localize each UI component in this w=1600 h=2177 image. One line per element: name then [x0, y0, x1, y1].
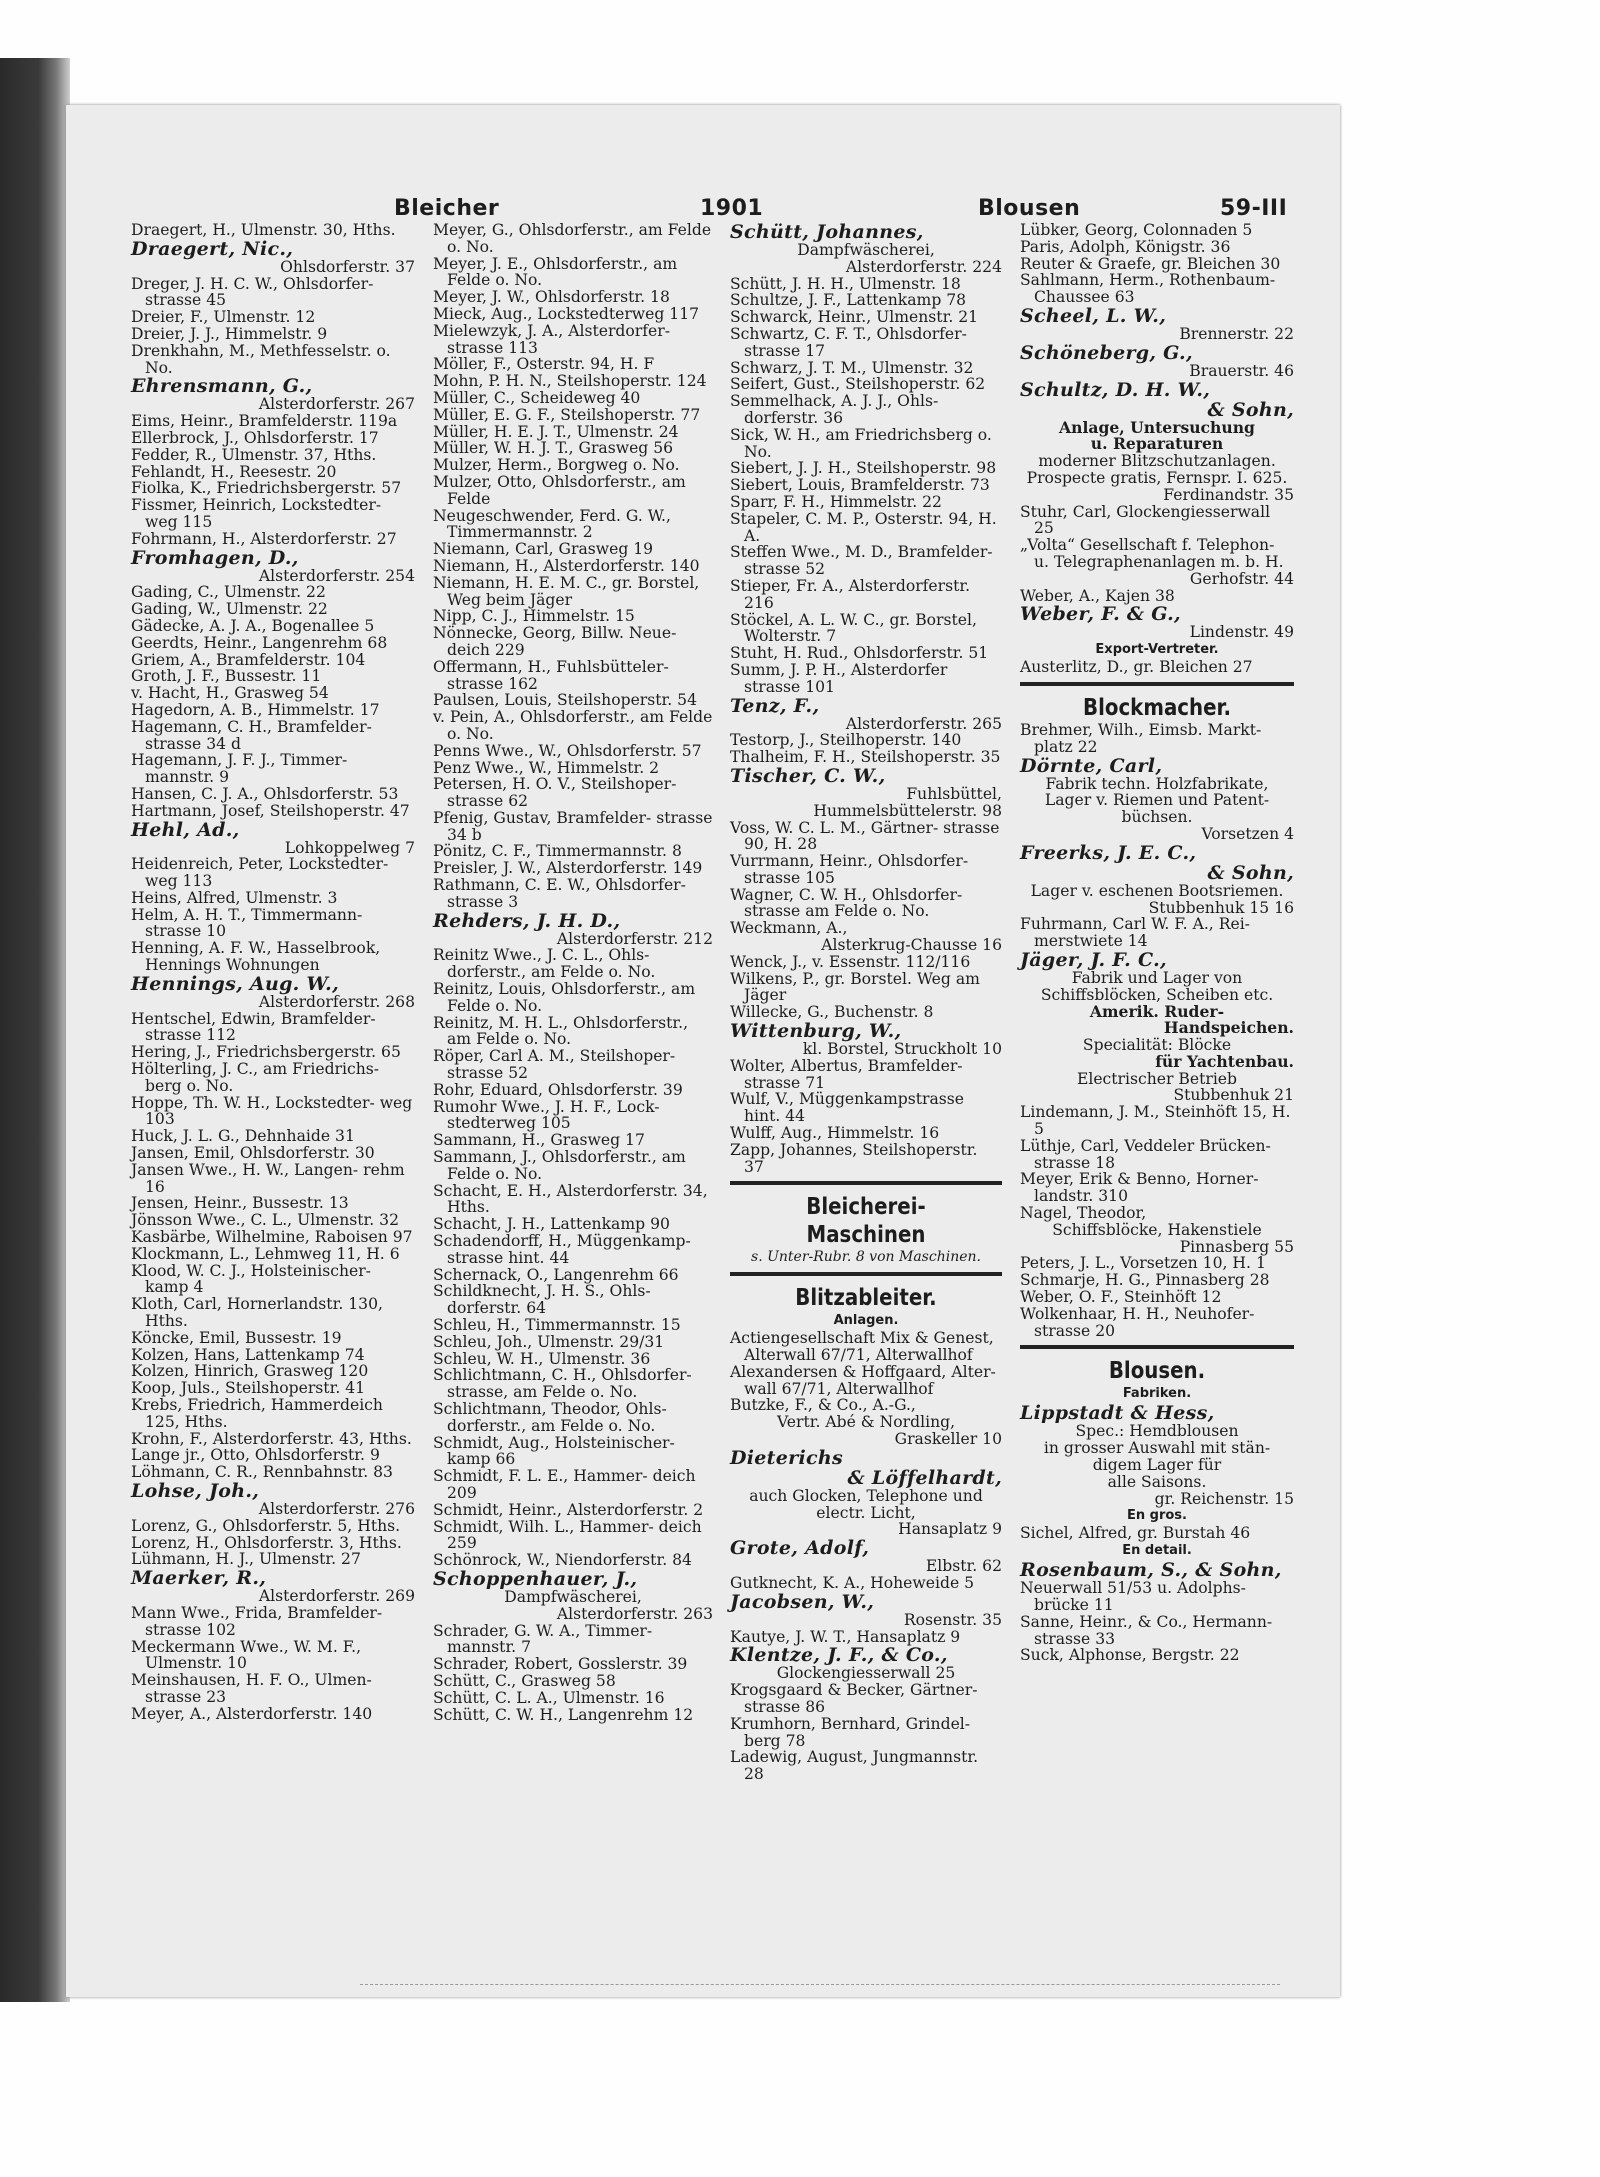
directory-entry: Lindemann, J. M., Steinhöft 15, H. 5: [1020, 1103, 1291, 1139]
directory-entry: Schultze, J. F., Lattenkamp 78: [730, 291, 967, 310]
firm-name: & Sohn,: [1207, 398, 1294, 421]
directory-entry: Stieper, Fr. A., Alsterdorferstr. 216: [730, 576, 971, 612]
directory-entry: Hansen, C. J. A., Ohlsdorferstr. 53: [131, 784, 399, 803]
directory-entry: Stubbenhuk 15 16: [1148, 898, 1294, 917]
directory-entry: Rumohr Wwe., J. H. F., Lock- stedterweg 105: [433, 1097, 660, 1133]
directory-entry: Hentschel, Edwin, Bramfelder- strasse 112: [131, 1009, 376, 1045]
directory-entry: Penz Wwe., W., Himmelstr. 2: [433, 758, 660, 777]
directory-entry: Mann Wwe., Frida, Bramfelder- strasse 102: [131, 1603, 383, 1639]
directory-entry: Alsterkrug-Chausse 16: [821, 936, 1002, 955]
firm-name: Weber, F. & G.,: [1020, 603, 1181, 626]
section-rule: [1020, 682, 1294, 686]
directory-entry: Fissmer, Heinrich, Lockstedter- weg 115: [131, 496, 382, 531]
firm-name: Schöneberg, G.,: [1020, 341, 1193, 364]
firm-name: Dieterichs: [730, 1446, 843, 1469]
column-4: [1020, 222, 1294, 1664]
directory-entry: Alsterdorferstr. 269: [258, 1587, 415, 1606]
directory-entry: Schleu, H., Timmermannstr. 15: [433, 1316, 681, 1334]
directory-entry: Steffen Wwe., M. D., Bramfelder- strasse 52: [730, 543, 993, 579]
directory-entry: Summ, J. P. H., Alsterdorfer strasse 101: [730, 660, 948, 696]
directory-entry: Testorp, J., Steilhoperstr. 140: [730, 731, 962, 750]
directory-entry: Mohn, P. H. N., Steilshoperstr. 124: [433, 372, 707, 391]
directory-entry: Hölterling, J. C., am Friedrichs- berg o. No.: [131, 1060, 380, 1095]
directory-entry: Neugeschwender, Ferd. G. W., Timmermannstr. 2: [433, 506, 671, 542]
directory-entry: Voss, W. C. L. M., Gärtner- strasse 90, H. 28: [730, 818, 1000, 854]
directory-entry: Fuhrmann, Carl W. F. A., Rei- merstwiete 14: [1020, 915, 1250, 951]
directory-entry: Mieck, Aug., Lockstedterweg 117: [433, 304, 700, 323]
directory-entry: Röper, Carl A. M., Steilshoper- strasse 52: [433, 1047, 676, 1083]
directory-entry: Alsterdorferstr. 212: [556, 929, 713, 948]
directory-entry: Meyer, J. W., Ohlsdorferstr. 18: [433, 288, 670, 307]
directory-entry: Hagedorn, A. B., Himmelstr. 17: [131, 700, 380, 719]
subheading: En detail.: [1122, 1543, 1192, 1559]
directory-entry: Lüthje, Carl, Veddeler Brücken- strasse 18: [1020, 1136, 1271, 1172]
directory-entry: Paris, Adolph, Königstr. 36: [1020, 237, 1231, 256]
directory-entry: Schwarz, J. T. M., Ulmenstr. 32: [730, 358, 974, 377]
directory-entry: u. Reparaturen: [1090, 434, 1224, 454]
directory-entry: Glockengiesserwall 25: [776, 1664, 956, 1683]
directory-entry: Brauerstr. 46: [1189, 361, 1294, 380]
directory-entry: Schütt, C. L. A., Ulmenstr. 16: [433, 1688, 665, 1707]
directory-entry: Gerhofstr. 44: [1189, 569, 1294, 588]
directory-entry: Krumhorn, Bernhard, Grindel- berg 78: [730, 1714, 971, 1750]
directory-entry: Sammann, H., Grasweg 17: [433, 1131, 645, 1150]
directory-entry: Reinitz, M. H. L., Ohlsdorferstr., am Felde o. No.: [433, 1013, 689, 1049]
directory-entry: v. Hacht, H., Grasweg 54: [131, 684, 329, 703]
directory-entry: Müller, C., Scheideweg 40: [433, 388, 641, 407]
section-rule: [1020, 1345, 1294, 1349]
directory-entry: Brehmer, Wilh., Eimsb. Markt- platz 22: [1020, 720, 1262, 756]
directory-entry: Schwarck, Heinr., Ulmenstr. 21: [730, 308, 979, 327]
directory-entry: Zapp, Johannes, Steilshoperstr. 37: [730, 1140, 978, 1176]
directory-entry: Müller, E. G. F., Steilshoperstr. 77: [433, 405, 701, 424]
directory-entry: Sparr, F. H., Himmelstr. 22: [730, 492, 942, 511]
directory-entry: Penns Wwe., W., Ohlsdorferstr. 57: [433, 741, 702, 760]
directory-entry: Stuhr, Carl, Glockengiesserwall 25: [1020, 502, 1271, 538]
directory-entry: Schütt, C., Grasweg 58: [433, 1671, 616, 1690]
directory-entry: Thalheim, F. H., Steilshoperstr. 35: [730, 748, 1001, 767]
directory-entry: Siebert, Louis, Bramfelderstr. 73: [730, 476, 990, 495]
directory-entry: Anlage, Untersuchung: [1059, 417, 1255, 437]
directory-entry: Klood, W. C. J., Holsteinischer- kamp 4: [131, 1261, 371, 1297]
directory-entry: Möller, F., Osterstr. 94, H. F: [433, 355, 655, 374]
directory-entry: Fedder, R., Ulmenstr. 37, Hths.: [131, 445, 377, 464]
directory-entry: Vurrmann, Heinr., Ohlsdorfer- strasse 105: [730, 852, 969, 887]
directory-entry: Schrader, G. W. A., Timmer- mannstr. 7: [433, 1621, 653, 1657]
directory-entry: Köncke, Emil, Bussestr. 19: [131, 1328, 342, 1347]
directory-entry: in grosser Auswahl mit stän- digem Lager für: [1043, 1439, 1271, 1475]
page-number: 59-III: [1220, 196, 1288, 221]
subheading: En gros.: [1127, 1508, 1187, 1524]
directory-entry: Schmidt, Heinr., Alsterdorferstr. 2: [433, 1500, 704, 1519]
directory-entry: Dreier, J. J., Himmelstr. 9: [131, 324, 328, 343]
directory-entry: Dreier, F., Ulmenstr. 12: [131, 308, 316, 327]
directory-entry: Prospecte gratis, Fernspr. I. 625.: [1026, 468, 1288, 487]
directory-entry: Stubbenhuk 21: [1173, 1086, 1294, 1105]
directory-entry: Wagner, C. W. H., Ohlsdorfer- strasse am Felde o. No.: [730, 885, 963, 921]
firm-name: Hehl, Ad.,: [131, 818, 240, 841]
firm-name: Rosenbaum, S., & Sohn,: [1020, 1559, 1282, 1582]
directory-entry: Geerdts, Heinr., Langenrehm 68: [131, 633, 388, 652]
directory-entry: Pönitz, C. F., Timmermannstr. 8: [433, 842, 682, 861]
book-spine: [0, 58, 70, 2002]
directory-entry: Niemann, H. E. M. C., gr. Borstel, Weg beim Jäger: [433, 573, 700, 609]
subheading: Fabriken.: [1122, 1386, 1192, 1402]
directory-entry: Heidenreich, Peter, Lockstedter- weg 113: [131, 855, 389, 891]
directory-entry: „Volta“ Gesellschaft f. Telephon- u. Telegraphenanlagen m. b. H.: [1020, 536, 1284, 571]
firm-name: Tenz, F.,: [730, 694, 820, 717]
directory-entry: Meyer, Erik & Benno, Horner- landstr. 310: [1020, 1170, 1259, 1206]
directory-entry: Kautye, J. W. T., Hansaplatz 9: [730, 1627, 961, 1646]
directory-entry: Gädecke, A. J. A., Bogenallee 5: [131, 616, 375, 635]
firm-name: Schoppenhauer, J.,: [433, 1567, 638, 1590]
directory-entry: Lager v. Riemen und Patent- büchsen.: [1044, 791, 1270, 827]
directory-entry: Hansaplatz 9: [898, 1520, 1002, 1539]
directory-entry: Alsterdorferstr. 254: [258, 566, 415, 585]
directory-entry: Lange jr., Otto, Ohlsdorferstr. 9: [131, 1446, 380, 1465]
directory-entry: Graskeller 10: [894, 1430, 1002, 1449]
header-year: 1901: [700, 196, 764, 221]
directory-entry: Koop, Juls., Steilshoperstr. 41: [131, 1379, 366, 1398]
directory-entry: Müller, W. H. J. T., Grasweg 56: [433, 439, 674, 458]
directory-entry: Eims, Heinr., Bramfelderstr. 119a: [131, 412, 398, 431]
firm-name: Tischer, C. W.,: [730, 764, 886, 787]
directory-entry: gr. Reichenstr. 15: [1154, 1489, 1294, 1508]
directory-entry: Lager v. eschenen Bootsriemen.: [1030, 881, 1284, 900]
section-title: Maschinen: [806, 1222, 926, 1249]
subheading: Export-Vertreter.: [1095, 642, 1219, 658]
firm-name: Jacobsen, W.,: [730, 1590, 875, 1613]
directory-entry: Huck, J. L. G., Dehnhaide 31: [131, 1127, 355, 1146]
directory-entry: Alexandersen & Hoffgaard, Alter- wall 67/71, Alterwallhof: [730, 1362, 996, 1398]
column-1: [131, 222, 415, 1723]
directory-entry: Lorenz, G., Ohlsdorferstr. 5, Hths.: [131, 1516, 401, 1535]
section-title: Blitzableiter.: [795, 1285, 937, 1312]
directory-entry: Ferdinandstr. 35: [1163, 485, 1294, 504]
firm-name: Draegert, Nic.,: [131, 237, 294, 260]
directory-entry: Gutknecht, K. A., Hoheweide 5: [730, 1574, 975, 1592]
directory-entry: Fabrik und Lager von: [1071, 968, 1243, 987]
directory-entry: Vertr. Abé & Nordling,: [776, 1413, 956, 1432]
firm-name: Wittenburg, W.,: [730, 1020, 902, 1043]
firm-name: & Löffelhardt,: [847, 1466, 1002, 1489]
directory-entry: Stöckel, A. L. W. C., gr. Borstel, Wolterstr. 7: [730, 610, 977, 646]
directory-entry: Niemann, H., Alsterdorferstr. 140: [433, 556, 700, 575]
directory-entry: Wolter, Albertus, Bramfelder- strasse 71: [730, 1056, 963, 1092]
directory-entry: Brennerstr. 22: [1179, 324, 1294, 343]
directory-entry: Preisler, J. W., Alsterdorferstr. 149: [433, 859, 703, 878]
directory-entry: Austerlitz, D., gr. Bleichen 27: [1020, 658, 1253, 677]
directory-entry: Actiengesellschaft Mix & Genest, Alterwall 67/71, Alterwallhof: [730, 1329, 994, 1365]
directory-entry: Fabrik techn. Holzfabrikate,: [1045, 774, 1269, 793]
directory-entry: Ellerbrock, J., Ohlsdorferstr. 17: [131, 428, 379, 447]
directory-entry: Schiffsblöcke, Hakenstiele: [1052, 1220, 1262, 1239]
firm-name: Hennings, Aug. W.,: [131, 972, 339, 995]
directory-entry: Lohkoppelweg 7: [284, 838, 415, 857]
directory-entry: Hoppe, Th. W. H., Lockstedter- weg 103: [131, 1093, 413, 1129]
directory-entry: Sammann, J., Ohlsdorferstr., am Felde o. No.: [433, 1148, 686, 1183]
directory-entry: Lühmann, H. J., Ulmenstr. 27: [131, 1550, 361, 1569]
directory-entry: Dreger, J. H. C. W., Ohlsdorfer- strasse 45: [131, 274, 374, 310]
directory-entry: Hartmann, Josef, Steilshoperstr. 47: [131, 801, 410, 820]
directory-entry: Wenck, J., v. Essenstr. 112/116: [730, 952, 971, 971]
directory-entry: Nagel, Theodor,: [1020, 1204, 1147, 1223]
directory-entry: Meyer, G., Ohlsdorferstr., am Felde o. No.: [433, 221, 712, 256]
directory-entry: Rosenstr. 35: [903, 1610, 1002, 1629]
directory-entry: Seifert, Gust., Steilshoperstr. 62: [730, 375, 986, 394]
firm-name: Rehders, J. H. D.,: [433, 909, 621, 932]
directory-entry: Groth, J. F., Bussestr. 11: [131, 667, 322, 686]
firm-name: Freerks, J. E. C.,: [1020, 841, 1197, 864]
directory-entry: Jansen, Emil, Ohlsdorferstr. 30: [131, 1144, 375, 1163]
firm-name: Jäger, J. F. C.,: [1020, 948, 1167, 971]
directory-entry: Meyer, J. E., Ohlsdorferstr., am Felde o. No.: [433, 254, 678, 290]
directory-entry: Peters, J. L., Vorsetzen 10, H. 1: [1020, 1254, 1266, 1273]
directory-entry: Meckermann Wwe., W. M. F., Ulmenstr. 10: [131, 1637, 362, 1673]
header-right: Blousen: [978, 196, 1081, 221]
directory-entry: Electrischer Betrieb: [1076, 1069, 1238, 1088]
directory-entry: Sanne, Heinr., & Co., Hermann- strasse 33: [1020, 1612, 1273, 1648]
directory-entry: für Yachtenbau.: [1155, 1051, 1294, 1071]
directory-entry: Paulsen, Louis, Steilshoperstr. 54: [433, 691, 698, 710]
directory-entry: Schlichtmann, C. H., Ohlsdorfer- strasse, am Felde o. No.: [433, 1366, 692, 1402]
directory-entry: v. Pein, A., Ohlsdorferstr., am Felde o. No.: [433, 708, 713, 743]
directory-entry: Rohr, Eduard, Ohlsdorferstr. 39: [433, 1080, 683, 1099]
firm-name: Lippstadt & Hess,: [1020, 1402, 1215, 1425]
firm-name: Lohse, Joh.,: [131, 1479, 260, 1502]
firm-name: Scheel, L. W.,: [1020, 304, 1167, 327]
directory-entry: Siebert, J. J. H., Steilshoperstr. 98: [730, 459, 997, 478]
directory-entry: Alsterdorferstr. 265: [845, 714, 1002, 733]
directory-entry: Schmidt, Wilh. L., Hammer- deich 259: [433, 1517, 702, 1553]
directory-entry: kl. Borstel, Struckholt 10: [802, 1040, 1002, 1059]
directory-entry: Butzke, F., & Co., A.-G.,: [730, 1396, 916, 1415]
directory-entry: Sichel, Alfred, gr. Burstah 46: [1020, 1524, 1251, 1543]
directory-entry: Vorsetzen 4: [1201, 824, 1294, 843]
firm-name: Dörnte, Carl,: [1020, 754, 1163, 777]
directory-entry: Griem, A., Bramfelderstr. 104: [131, 650, 366, 669]
firm-name: Ehrensmann, G.,: [131, 375, 313, 398]
firm-name: Grote, Adolf,: [730, 1537, 870, 1560]
directory-entry: Draegert, H., Ulmenstr. 30, Hths.: [131, 221, 396, 239]
directory-entry: Sick, W. H., am Friedrichsberg o. No.: [730, 425, 992, 461]
firm-name: Schütt, Johannes,: [730, 221, 924, 243]
directory-entry: alle Saisons.: [1107, 1472, 1207, 1491]
directory-entry: Weckmann, A.,: [730, 919, 848, 938]
directory-entry: Lindenstr. 49: [1189, 623, 1294, 642]
firm-name: Schultz, D. H. W.,: [1020, 378, 1211, 401]
header-left: Bleicher: [394, 196, 500, 221]
directory-entry: Schwartz, C. F. T., Ohlsdorfer- strasse 17: [730, 324, 967, 360]
page-edge-marks: [360, 1984, 1280, 1989]
directory-entry: Jensen, Heinr., Bussestr. 13: [131, 1194, 349, 1213]
directory-entry: Ohlsdorferstr. 37: [280, 257, 415, 276]
directory-entry: Schildknecht, J. H. S., Ohls- dorferstr. 64: [433, 1282, 651, 1318]
directory-entry: Schacht, J. H., Lattenkamp 90: [433, 1215, 670, 1234]
directory-entry: electr. Licht,: [816, 1503, 916, 1522]
directory-entry: Hummelsbüttelerstr. 98: [813, 801, 1002, 820]
directory-entry: Fehlandt, H., Reesestr. 20: [131, 462, 337, 481]
directory-entry: Ladewig, August, Jungmannstr. 28: [730, 1748, 979, 1784]
directory-entry: Semmelhack, A. J. J., Ohls- dorferstr. 36: [730, 392, 939, 427]
directory-entry: Willecke, G., Buchenstr. 8: [730, 1003, 934, 1022]
directory-entry: Jansen Wwe., H. W., Langen- rehm 16: [131, 1160, 405, 1196]
directory-entry: Hering, J., Friedrichsbergerstr. 65: [131, 1043, 401, 1062]
subheading: Anlagen.: [833, 1313, 899, 1329]
directory-entry: Dampfwäscherei,: [797, 241, 935, 259]
directory-entry: Weber, A., Kajen 38: [1020, 586, 1175, 605]
column-2: [433, 222, 713, 1723]
directory-entry: Jönsson Wwe., C. L., Ulmenstr. 32: [131, 1211, 400, 1230]
section-title: Blousen.: [1108, 1358, 1206, 1385]
directory-entry: Wilkens, P., gr. Borstel. Weg am Jäger: [730, 969, 980, 1005]
directory-entry: Amerik. Ruder-: [1089, 1001, 1225, 1021]
directory-entry: Suck, Alphonse, Bergstr. 22: [1020, 1646, 1240, 1665]
directory-entry: Schmidt, Aug., Holsteinischer- kamp 66: [433, 1433, 675, 1469]
directory-entry: Mulzer, Otto, Ohlsdorferstr., am Felde: [433, 472, 686, 508]
directory-entry: Offermann, H., Fuhlsbütteler- strasse 162: [433, 657, 669, 693]
directory-entry: Kloth, Carl, Hornerlandstr. 130, Hths.: [131, 1295, 383, 1331]
directory-entry: Spec.: Hemdblousen: [1075, 1422, 1239, 1441]
directory-entry: Alsterdorferstr. 224: [845, 257, 1002, 276]
directory-entry: Schütt, J. H. H., Ulmenstr. 18: [730, 274, 961, 293]
directory-entry: Specialität: Blöcke: [1082, 1036, 1232, 1055]
directory-entry: Rathmann, C. E. W., Ohlsdorfer- strasse 3: [433, 876, 686, 911]
directory-entry: Schleu, Joh., Ulmenstr. 29/31: [433, 1332, 665, 1351]
directory-entry: Klockmann, L., Lehmweg 11, H. 6: [131, 1244, 400, 1263]
directory-entry: Handspeichen.: [1163, 1018, 1294, 1038]
directory-entry: Helm, A. H. T., Timmermann- strasse 10: [131, 905, 363, 941]
directory-entry: Stuht, H. Rud., Ohlsdorferstr. 51: [730, 644, 989, 663]
directory-entry: Wolkenhaar, H. H., Neuhofer- strasse 20: [1020, 1304, 1255, 1340]
directory-entry: s. Unter-Rubr. 8 von Maschinen.: [751, 1249, 981, 1266]
directory-entry: Krohn, F., Alsterdorferstr. 43, Hths.: [131, 1429, 412, 1448]
firm-name: Klentze, J. F., & Co.,: [730, 1644, 948, 1667]
directory-entry: Alsterdorferstr. 276: [258, 1499, 415, 1518]
directory-entry: Sahlmann, Herm., Rothenbaum- Chaussee 63: [1020, 271, 1276, 307]
directory-entry: Schütt, C. W. H., Langenrehm 12: [433, 1705, 694, 1724]
directory-entry: Niemann, Carl, Grasweg 19: [433, 540, 654, 559]
directory-entry: Schmarje, H. G., Pinnasberg 28: [1020, 1271, 1270, 1290]
directory-entry: Heins, Alfred, Ulmenstr. 3: [131, 888, 338, 907]
directory-entry: Dampfwäscherei,: [504, 1587, 642, 1606]
section-rule: [730, 1181, 1002, 1185]
directory-entry: Reinitz Wwe., J. C. L., Ohls- dorferstr., am Felde o. No.: [433, 946, 656, 982]
firm-name: Maerker, R.,: [131, 1567, 267, 1590]
directory-entry: Meinshausen, H. F. O., Ulmen- strasse 23: [131, 1671, 372, 1706]
directory-entry: Hagemann, J. F. J., Timmer- mannstr. 9: [131, 751, 348, 787]
directory-entry: Kolzen, Hans, Lattenkamp 74: [131, 1345, 365, 1364]
firm-name: & Sohn,: [1207, 861, 1294, 884]
directory-entry: Fuhlsbüttel,: [906, 784, 1002, 803]
directory-entry: Drenkhahn, M., Methfesselstr. o. No.: [131, 341, 391, 377]
column-3: [730, 222, 1002, 1783]
directory-entry: Schernack, O., Langenrehm 66: [433, 1265, 679, 1284]
directory-entry: Gading, C., Ulmenstr. 22: [131, 583, 326, 602]
directory-entry: Alsterdorferstr. 267: [258, 395, 415, 414]
directory-entry: Wulff, Aug., Himmelstr. 16: [730, 1124, 940, 1143]
directory-entry: Henning, A. F. W., Hasselbrook, Hennings Wohnungen: [131, 939, 381, 975]
directory-entry: Schleu, W. H., Ulmenstr. 36: [433, 1349, 651, 1368]
directory-entry: Lübker, Georg, Colonnaden 5: [1020, 221, 1253, 239]
directory-entry: Wulf, V., Müggenkampstrasse hint. 44: [730, 1090, 964, 1126]
directory-entry: Fohrmann, H., Alsterdorferstr. 27: [131, 529, 397, 548]
directory-entry: Mulzer, Herm., Borgweg o. No.: [433, 456, 680, 475]
directory-entry: Schönrock, W., Niendorferstr. 84: [433, 1551, 692, 1570]
directory-entry: Kasbärbe, Wilhelmine, Raboisen 97: [131, 1228, 413, 1247]
section-rule: [730, 1272, 1002, 1276]
directory-entry: Schlichtmann, Theodor, Ohls- dorferstr., am Felde o. No.: [433, 1399, 667, 1435]
directory-entry: Nipp, C. J., Himmelstr. 15: [433, 607, 635, 626]
directory-entry: Weber, O. F., Steinhöft 12: [1020, 1288, 1222, 1307]
directory-entry: Müller, H. E. J. T., Ulmenstr. 24: [433, 422, 679, 441]
section-title: Blockmacher.: [1083, 694, 1231, 721]
directory-entry: Gading, W., Ulmenstr. 22: [131, 600, 328, 619]
directory-entry: Alsterdorferstr. 263: [556, 1604, 713, 1623]
directory-entry: Neuerwall 51/53 u. Adolphs- brücke 11: [1020, 1579, 1246, 1615]
directory-entry: Lorenz, H., Ohlsdorferstr. 3, Hths.: [131, 1533, 402, 1552]
directory-entry: Schacht, E. H., Alsterdorferstr. 34, Hths.: [433, 1181, 708, 1217]
directory-entry: Elbstr. 62: [925, 1557, 1002, 1576]
directory-entry: Reinitz, Louis, Ohlsdorferstr., am Felde o. No.: [433, 980, 696, 1015]
directory-entry: Löhmann, C. R., Rennbahnstr. 83: [131, 1463, 393, 1482]
directory-entry: Mielewzyk, J. A., Alsterdorfer- strasse 113: [433, 321, 670, 357]
directory-entry: Kolzen, Hinrich, Grasweg 120: [131, 1362, 369, 1381]
directory-entry: Pfenig, Gustav, Bramfelder- strasse 34 b: [433, 808, 713, 844]
directory-entry: Schrader, Robert, Gosslerstr. 39: [433, 1655, 688, 1674]
directory-entry: Reuter & Graefe, gr. Bleichen 30: [1020, 254, 1281, 273]
directory-entry: Schadendorff, H., Müggenkamp- strasse hint. 44: [433, 1232, 691, 1267]
directory-entry: Krogsgaard & Becker, Gärtner- strasse 86: [730, 1681, 978, 1716]
directory-entry: moderner Blitzschutzanlagen.: [1038, 452, 1276, 471]
directory-entry: Krebs, Friedrich, Hammerdeich 125, Hths.: [131, 1396, 383, 1431]
directory-entry: Schmidt, F. L. E., Hammer- deich 209: [433, 1467, 696, 1502]
directory-entry: Pinnasberg 55: [1179, 1237, 1294, 1256]
directory-entry: Stapeler, C. M. P., Osterstr. 94, H. A.: [730, 509, 997, 545]
directory-entry: Nönnecke, Georg, Billw. Neue- deich 229: [433, 624, 677, 659]
directory-entry: Meyer, A., Alsterdorferstr. 140: [131, 1704, 373, 1723]
firm-name: Fromhagen, D.,: [131, 546, 299, 569]
directory-entry: Fiolka, K., Friedrichsbergerstr. 57: [131, 479, 402, 498]
directory-entry: auch Glocken, Telephone und: [749, 1486, 983, 1505]
section-title: Bleicherei-: [806, 1194, 926, 1221]
directory-entry: Hagemann, C. H., Bramfelder- strasse 34 d: [131, 717, 372, 753]
directory-entry: Schiffsblöcken, Scheiben etc.: [1040, 985, 1274, 1004]
directory-entry: Alsterdorferstr. 268: [258, 992, 415, 1011]
directory-entry: Petersen, H. O. V., Steilshoper- strasse 62: [433, 775, 677, 811]
